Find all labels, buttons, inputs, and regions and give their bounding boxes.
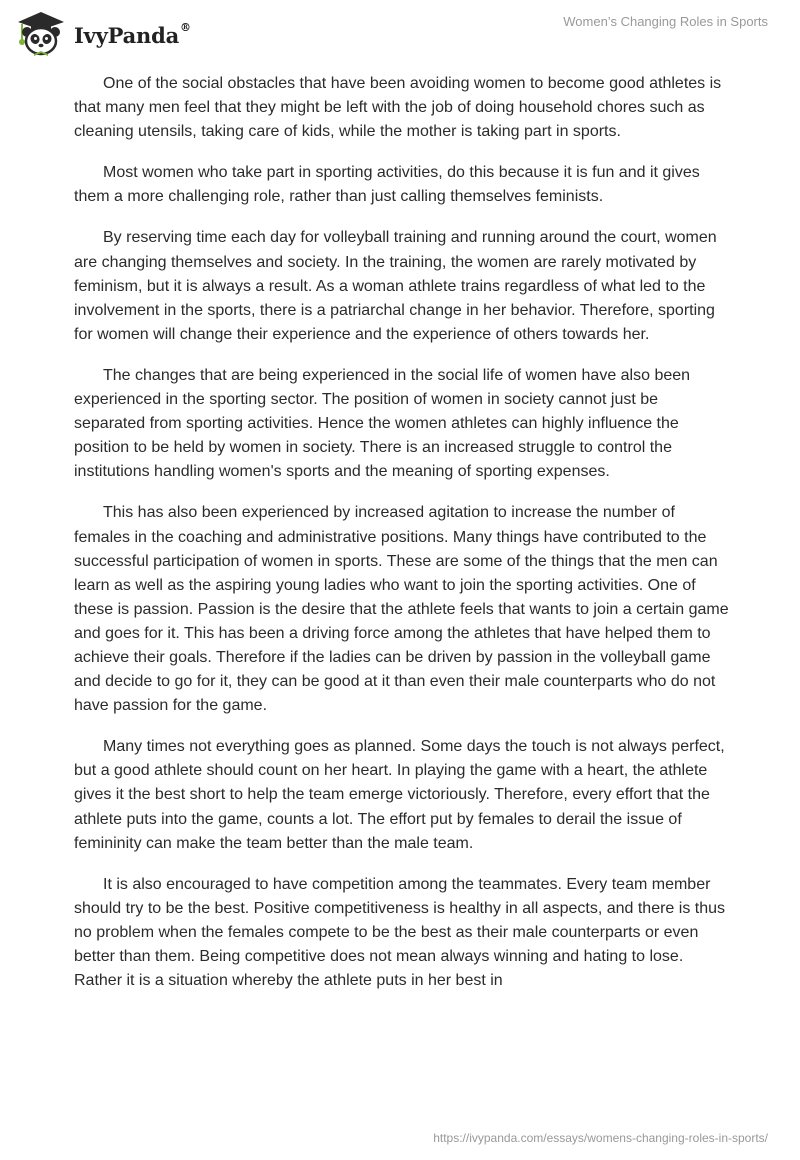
paragraph: The changes that are being experienced in the social life of women have also been experienced in the sporting sector. The position of women in society cannot just be separated from sporting activities. Hence the women athletes can highly influence the position to be held by women in society. There is an increased struggle to control the institutions handling women's sports and the meaning of sporting expenses. — [74, 366, 691, 481]
page-header — [0, 0, 800, 70]
paragraph: It is also encouraged to have competition among the teammates. Every team member should try to be the best. Positive competitiveness is healthy in all aspects, and there is thus no problem when the females compete to be the best as their male counterparts or even better than them. Being competitive does not mean always winning and hating to lose. Rather it is a situation whereby the athlete puts in her best in — [74, 875, 726, 990]
essay-body — [74, 72, 730, 1010]
paragraph: Many times not everything goes as planned. Some days the touch is not always perfect, but a good athlete should count on her heart. In playing the game with a heart, the athlete gives it the best short to help the team emerge victoriously. Therefore, every effort that the athlete puts into the game, counts a lot. The effort put by females to derail the issue of femininity can make the team better than the male team. — [74, 738, 725, 852]
paragraph: One of the social obstacles that have been avoiding women to become good athletes is that many men feel that they might be left with the job of doing household chores such as cleaning utensils, taking care of kids, while the mother is taking part in sports. — [74, 75, 722, 141]
brand-name: IvyPanda® — [74, 20, 191, 48]
ivypanda-logo[interactable] — [14, 10, 191, 56]
running-title: Women’s Changing Roles in Sports — [563, 14, 768, 29]
source-url[interactable]: https://ivypanda.com/essays/womens-changing-roles-in-sports/ — [433, 1131, 768, 1145]
paragraph: This has also been experienced by increased agitation to increase the number of females in the coaching and administrative positions. Many things have contributed to the successful participation of women in sports. These are some of the things that the men can learn as well as the aspiring young ladies who want to join the sporting activities. One of these is passion. Passion is the desire that the athlete feels that wants to join a certain game and goes for it. This has been a driving force among the athletes that have helped them to achieve their goals. Therefore if the ladies can be driven by passion in the volleyball game and decide to go for it, they can be good at it than even their male counterparts who do not have passion for the game. — [74, 504, 729, 715]
panda-graduate-icon — [14, 10, 68, 56]
paragraph: Most women who take part in sporting activities, do this because it is fun and it gives them a more challenging role, rather than just calling themselves feminists. — [74, 164, 700, 206]
paragraph: By reserving time each day for volleyball training and running around the court, women are changing themselves and society. In the training, the women are rarely motivated by feminism, but it is always a result. As a woman athlete trains regardless of what led to the involvement in the sports, there is a patriarchal change in her behavior. Therefore, sporting for women will change their experience and the experience of others towards her. — [74, 229, 717, 343]
registered-mark: ® — [180, 20, 191, 34]
